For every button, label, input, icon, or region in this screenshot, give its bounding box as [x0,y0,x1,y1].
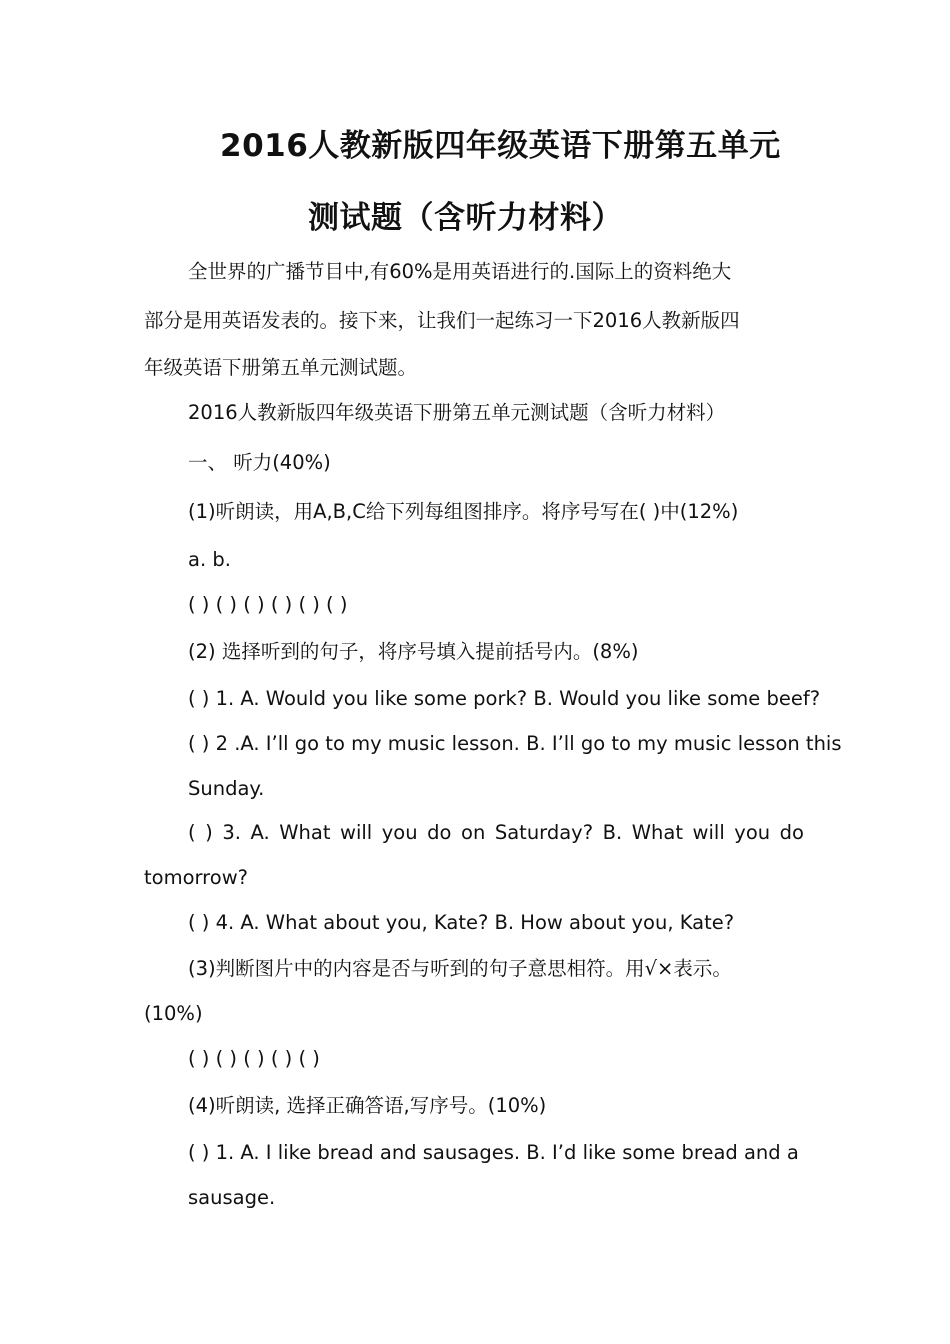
document-title-line2: 测试题（含听力材料） [308,200,623,236]
part1-blanks: ( ) ( ) ( ) ( ) ( ) ( ) [188,593,348,616]
intro-line-1: 全世界的广播节目中,有60%是用英语进行的.国际上的资料绝大 [188,260,732,283]
part2-instruction: (2) 选择听到的句子，将序号填入提前括号内。(8%) [188,640,639,663]
part3-instruction-line1: (3)判断图片中的内容是否与听到的句子意思相符。用√×表示。 [188,957,732,980]
part3-blanks: ( ) ( ) ( ) ( ) ( ) [188,1047,320,1070]
part2-question-3-line1: ( ) 3. A. What will you do on Saturday? B. What will you do [188,821,804,844]
part2-question-2-line1: ( ) 2 .A. I’ll go to my music lesson. B. I’ll go to my music lesson this [188,732,842,755]
part1-instruction: (1)听朗读，用A,B,C给下列每组图排序。将序号写在( )中(12%) [188,500,739,523]
section-listening-heading: 一、 听力(40%) [188,451,331,474]
part4-question-1-line2: sausage. [188,1186,276,1209]
part3-instruction-line2: (10%) [144,1002,203,1025]
part2-question-2-line2: Sunday. [188,777,265,800]
part4-instruction: (4)听朗读, 选择正确答语,写序号。(10%) [188,1094,547,1117]
part4-question-1-line1: ( ) 1. A. I like bread and sausages. B. I’d like some bread and a [188,1141,799,1164]
part1-labels: a. b. [188,548,231,571]
part2-question-4: ( ) 4. A. What about you, Kate? B. How about you, Kate? [188,911,735,934]
part2-question-1: ( ) 1. A. Would you like some pork? B. Would you like some beef? [188,687,821,710]
part2-question-3-line2: tomorrow? [144,866,248,889]
document-title-line1: 2016人教新版四年级英语下册第五单元 [220,128,781,164]
intro-line-3: 年级英语下册第五单元测试题。 [144,356,418,379]
document-subtitle: 2016人教新版四年级英语下册第五单元测试题（含听力材料） [188,401,726,424]
intro-line-2: 部分是用英语发表的。接下来，让我们一起练习一下2016人教新版四 [144,309,740,332]
